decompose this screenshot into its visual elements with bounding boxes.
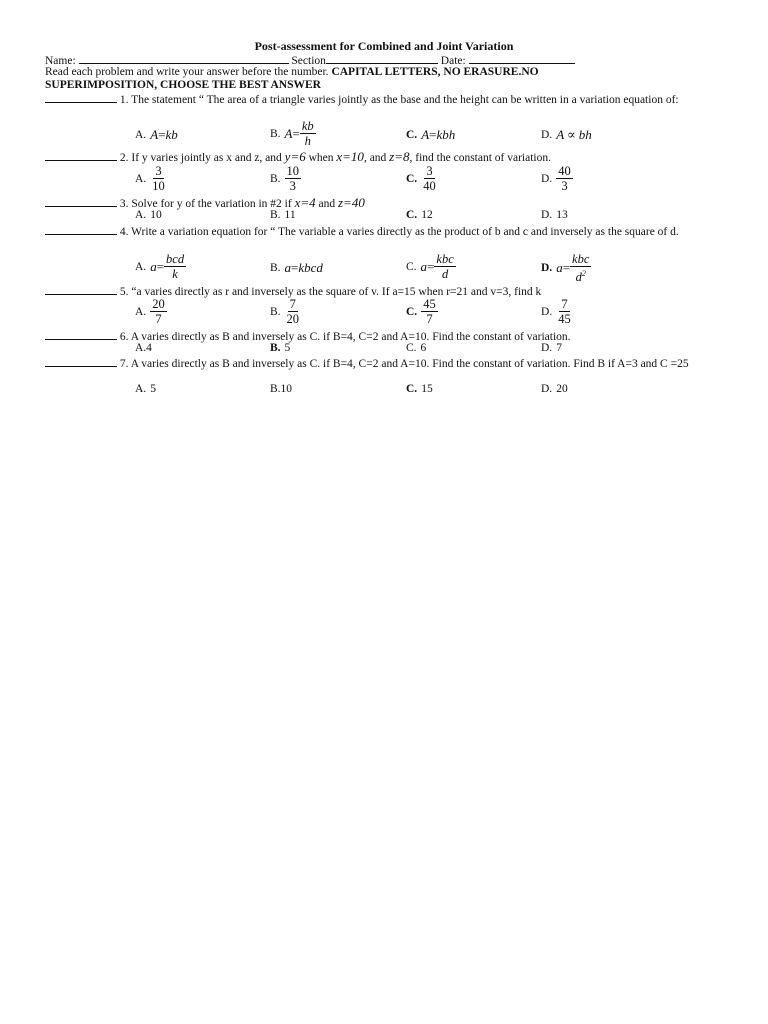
instructions-bold-1: CAPITAL LETTERS, NO ERASURE.NO <box>328 66 539 78</box>
option-2d[interactable]: D. $\frac{40}{3}$ <box>541 164 571 193</box>
option-3b[interactable]: B. 11 <box>270 209 296 221</box>
option-3a[interactable]: A. 10 <box>135 209 162 221</box>
name-field[interactable] <box>79 53 289 64</box>
answer-blank-1[interactable] <box>45 92 117 103</box>
option-5a[interactable]: A. $\frac{20}{7}$ <box>135 297 165 326</box>
option-1d[interactable]: D. A ∝ bh <box>541 127 592 142</box>
answer-blank-4[interactable] <box>45 224 117 235</box>
fraction: $\frac{7}{20}$ <box>286 297 300 326</box>
option-3d[interactable]: D. 13 <box>541 209 568 221</box>
fraction: $\frac{7}{45}$ <box>558 297 571 326</box>
question-text: 6. A varies directly as B and inversely as C. if B=4, C=2 and A=10. Find the constant of variation. <box>119 331 571 343</box>
option-2c[interactable]: C. $\frac{3}{40}$ <box>406 164 436 193</box>
option-7d[interactable]: D. 20 <box>541 383 568 395</box>
option-1a[interactable]: A. A = kb <box>135 127 178 142</box>
option-6a[interactable]: A.4 <box>135 342 152 354</box>
answer-blank-3[interactable] <box>45 196 117 207</box>
instructions-text: Read each problem and write your answer before the number. <box>45 66 329 78</box>
question-7 <box>45 356 725 371</box>
question-text: 4. Write a variation equation for “ The variable a varies directly as the product of b and c and inversely as the square of d. <box>119 226 679 238</box>
fraction: $\frac{20}{7}$ <box>152 297 165 326</box>
option-7c[interactable]: C. 15 <box>406 383 433 395</box>
fraction: $\frac{45}{7}$ <box>423 297 436 326</box>
section-field[interactable] <box>326 53 438 64</box>
fraction: $\frac{\text{bcd}}{k}$ <box>166 252 185 281</box>
fraction: $\frac{40}{3}$ <box>558 164 571 193</box>
option-4a[interactable]: A. a = $\frac{\text{bcd}}{k}$ <box>135 252 185 281</box>
fraction: $\frac{kb}{h}$ <box>301 119 314 148</box>
answer-blank-2[interactable] <box>45 150 117 161</box>
fraction: $\frac{3}{40}$ <box>423 164 436 193</box>
page-title: Post-assessment for Combined and Joint Variation <box>254 39 514 53</box>
option-5d[interactable]: D. $\frac{7}{45}$ <box>541 297 571 326</box>
option-1c[interactable]: C. A = kbh <box>406 127 456 142</box>
question-text: 5. “a varies directly as r and inversely as the square of v. If a=15 when r=21 and v=3, find k <box>119 286 542 298</box>
answer-blank-5[interactable] <box>45 284 117 295</box>
option-3c[interactable]: C. 12 <box>406 209 433 221</box>
option-6d[interactable]: D. 7 <box>541 342 562 354</box>
fraction: $\frac{\text{kbc}}{d}$ <box>436 252 454 281</box>
question-3: 3. Solve for y of the variation in #2 if x=4 and z=40 <box>45 196 725 211</box>
option-5c[interactable]: C. $\frac{45}{7}$ <box>406 297 436 326</box>
section-label: Section <box>291 55 326 67</box>
answer-blank-6[interactable] <box>45 329 117 340</box>
option-7b[interactable]: B.10 <box>270 383 293 395</box>
question-4 <box>45 224 725 239</box>
option-2b[interactable]: B. $\frac{10}{3}$ <box>270 164 300 193</box>
option-2a[interactable]: A. $\frac{3}{10}$ <box>135 164 165 193</box>
option-6b[interactable]: B. 5 <box>270 342 291 354</box>
question-2: 2. If y varies jointly as x and z, and y=6 when x=10, and z=8, find the constant of variation. <box>45 150 725 165</box>
name-label: Name: <box>45 55 76 67</box>
option-7a[interactable]: A. 5 <box>135 383 156 395</box>
fraction: $\frac{3}{10}$ <box>152 164 165 193</box>
option-4c[interactable]: C. a = $\frac{\text{kbc}}{d}$ <box>406 252 454 281</box>
instructions-line-1 <box>45 66 539 79</box>
question-text: 1. The statement “ The area of a triangle varies jointly as the base and the height can be written in a variation equation of: <box>119 94 679 106</box>
answer-blank-7[interactable] <box>45 356 117 367</box>
option-4d[interactable]: D. a = $\frac{\text{kbc}}{d^2}$ <box>541 252 590 285</box>
date-label: Date: <box>440 55 466 67</box>
option-4b[interactable]: B. a = kbcd <box>270 260 323 275</box>
question-1 <box>45 92 725 107</box>
fraction: $\frac{10}{3}$ <box>286 164 300 193</box>
fraction: $\frac{\text{kbc}}{d^2}$ <box>572 252 590 285</box>
option-6c[interactable]: C. 6 <box>406 342 427 354</box>
instructions-line-2: SUPERIMPOSITION, CHOOSE THE BEST ANSWER <box>45 79 321 91</box>
option-1b[interactable]: B. A = $\frac{kb}{h}$ <box>270 119 314 148</box>
question-text: 7. A varies directly as B and inversely as C. if B=4, C=2 and A=10. Find the constant of variation. Find B if A=3 and C =25 <box>119 358 689 370</box>
date-field[interactable] <box>469 53 575 64</box>
option-5b[interactable]: B. $\frac{7}{20}$ <box>270 297 300 326</box>
